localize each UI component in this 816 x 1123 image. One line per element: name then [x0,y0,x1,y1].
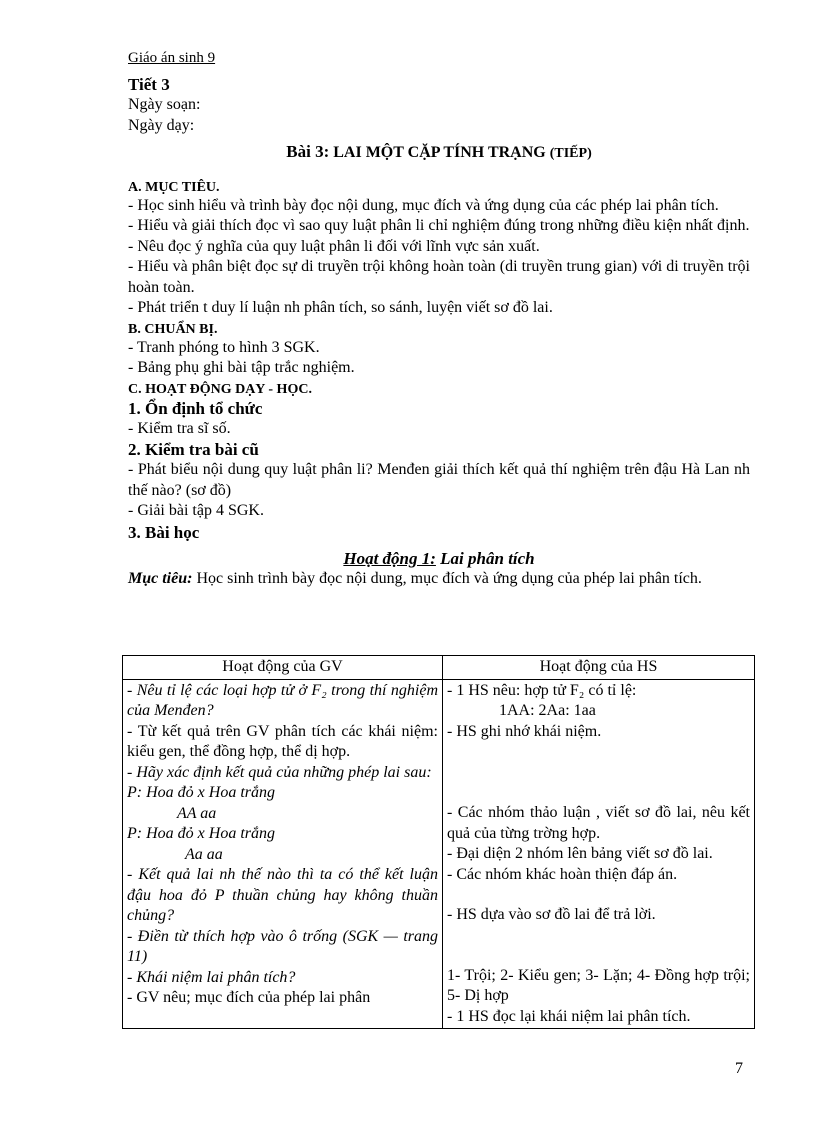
hs-text: - 1 HS nêu: hợp tử F₂ có tỉ lệ: [447,681,637,699]
section-c-heading: C. HOẠT ĐỘNG DẠY - HỌC. [128,381,312,397]
spacer [447,742,750,803]
section-b-item: - Bảng phụ ghi bài tập trắc nghiệm. [128,359,355,376]
date-prepared: Ngày soạn: [128,96,201,113]
subsection-1-heading: 1. Ổn định tổ chức [128,398,263,418]
lesson-title-main: LAI MỘT CẶP TÍNH TRẠNG [333,144,546,161]
section-a-item: - Phát triển t duy lí luận nh phân tích, so sánh, luyện viết sơ đồ lai. [128,299,553,316]
activity-title [128,549,750,570]
section-a-item: - Hiểu và giải thích đọc vì sao quy luật phân li chỉ nghiệm đúng trong những điều kiện nhất định. [128,217,750,234]
gv-text: - Kết quả lai nh thế nào thì ta có thể kết luận đậu hoa đỏ P thuần chủng hay không thuần chủng? [127,866,438,924]
table-row [123,679,755,1029]
spacer [447,885,750,905]
column-header-hs: Hoạt động của HS [443,656,755,680]
section-a-item: - Hiểu và phân biệt đọc sự di truyền trội không hoàn toàn (di truyền trung gian) với di truyền trội hoàn toàn. [128,258,750,296]
hs-text: - Các nhóm khác hoàn thiện đáp án. [447,865,678,883]
subsection-2-item: - Phát biểu nội dung quy luật phân li? Menđen giải thích kết quả thí nghiệm trên đậu Hà Lan nh thế nào? (sơ đồ) [128,461,750,499]
gv-text: - Điền từ thích hợp vào ô trống (SGK — trang 11) [127,927,438,965]
table-header-row [123,656,755,680]
document-page [128,48,750,590]
activity-title-text: Lai phân tích [440,548,535,568]
gv-text: P: Hoa đỏ x Hoa trắng [127,825,275,842]
date-taught: Ngày dạy: [128,116,195,134]
activity-goal [128,569,750,590]
gv-text: - Từ kết quả trên GV phân tích các khái niệm: kiểu gen, thể đồng hợp, thể dị hợp. [127,722,438,760]
spacer [447,926,750,966]
gv-cell [123,679,443,1029]
page-number: 7 [735,1060,743,1077]
lesson-title [128,142,750,165]
column-header-gv: Hoạt động của GV [123,656,443,680]
section-a-heading: A. MỤC TIÊU. [128,179,220,195]
gv-text: - Hãy xác định kết quả của những phép lai sau: [127,763,432,781]
section-a-item: - Nêu đọc ý nghĩa của quy luật phân li đối với lĩnh vực sản xuất. [128,237,540,255]
activity-goal-label: Mục tiêu: [128,570,193,587]
gv-text: Aa aa [185,845,223,863]
activity-title-label: Hoạt động 1: [343,548,436,568]
document-header: Giáo án sinh 9 [128,50,216,66]
gv-text: - GV nêu; mục đích của phép lai phân [127,989,371,1006]
lesson-number: Tiết 3 [128,74,170,94]
activity-goal-text: Học sinh trình bày đọc nội dung, mục đích và ứng dụng của phép lai phân tích. [196,570,702,587]
gv-text: P: Hoa đỏ x Hoa trắng [127,784,275,801]
hs-text: - HS dựa vào sơ đồ lai để trả lời. [447,906,656,923]
hs-text: - Các nhóm thảo luận , viết sơ đồ lai, nêu kết quả của từng trờng hợp. [447,804,750,842]
hs-text: - HS ghi nhớ khái niệm. [447,722,602,740]
gv-text: - Khái niệm lai phân tích? [127,968,296,986]
hs-text: 1- Trội; 2- Kiểu gen; 3- Lặn; 4- Đồng hợp trội; 5- Dị hợp [447,966,750,1004]
gv-text: - Nêu tỉ lệ các loại hợp tử ở F₂ trong thí nghiệm của Menđen? [127,681,438,719]
section-a-item: - Học sinh hiểu và trình bày đọc nội dung, mục đích và ứng dụng của các phép lai phân tích. [128,196,719,214]
hs-text: 1AA: 2Aa: 1aa [499,702,596,719]
subsection-1-item: - Kiểm tra sĩ số. [128,419,231,437]
hs-text: - 1 HS đọc lại khái niệm lai phân tích. [447,1007,691,1025]
section-b-heading: B. CHUẨN BỊ. [128,321,218,337]
subsection-2-heading: 2. Kiểm tra bài cũ [128,440,259,459]
hs-text: - Đại diện 2 nhóm lên bảng viết sơ đồ lai. [447,845,713,862]
activity-table [122,655,755,1029]
lesson-title-prefix: Bài 3: [286,142,330,161]
subsection-3-heading: 3. Bài học [128,522,200,542]
hs-cell [443,679,755,1029]
subsection-2-item: - Giải bài tập 4 SGK. [128,502,264,519]
gv-text: AA aa [177,804,217,822]
lesson-title-suffix: (TIẾP) [549,146,592,161]
section-b-item: - Tranh phóng to hình 3 SGK. [128,338,320,356]
